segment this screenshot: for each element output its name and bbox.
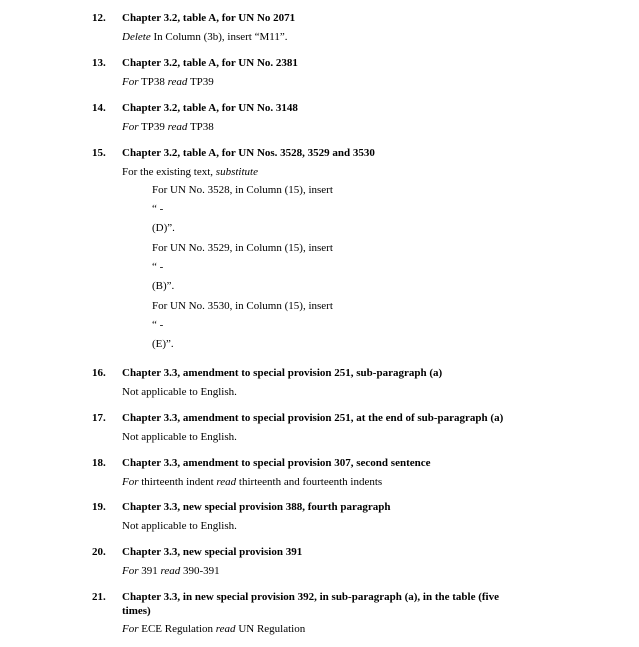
instruction-italic: Delete	[122, 31, 151, 43]
item-heading: Chapter 3.2, table A, for UN Nos. 3528, 3529 and 3530	[122, 147, 375, 159]
item-number: 14.	[92, 102, 106, 114]
sub-line: For UN No. 3528, in Column (15), insert	[152, 184, 333, 196]
instruction-text: TP38	[138, 76, 168, 88]
item-heading: Chapter 3.3, amendment to special provision 307, second sentence	[122, 457, 431, 469]
sub-line: (E)”.	[152, 338, 174, 350]
sub-line: “ -	[152, 261, 164, 273]
item-number: 12.	[92, 12, 106, 24]
instruction-italic: read	[216, 476, 237, 488]
instruction-text: UN Regulation	[235, 623, 306, 635]
item-number: 19.	[92, 501, 106, 513]
instruction	[122, 30, 287, 44]
instruction-italic: For	[122, 76, 139, 88]
item-heading: Chapter 3.3, amendment to special provision 251, sub-paragraph (a)	[122, 367, 443, 379]
sub-line: (D)”.	[152, 222, 175, 234]
item-heading: Chapter 3.2, table A, for UN No 2071	[122, 12, 296, 24]
item-heading: Chapter 3.3, in new special provision 392, in sub-paragraph (a), in the table (five times)	[122, 591, 499, 617]
instruction-italic: For	[122, 476, 139, 488]
instruction-text: thirteenth indent	[138, 476, 217, 488]
item-heading: Chapter 3.2, table A, for UN No. 2381	[122, 57, 298, 69]
item-number: 15.	[92, 147, 106, 159]
item-heading: Chapter 3.2, table A, for UN No. 3148	[122, 102, 298, 114]
sub-line: (B)”.	[152, 280, 175, 292]
instruction	[122, 622, 305, 636]
instruction-text: thirteenth and fourteenth indents	[236, 476, 383, 488]
instruction-text: TP39	[187, 76, 214, 88]
instruction: Not applicable to English.	[122, 386, 237, 398]
item-number: 21.	[92, 591, 106, 603]
instruction-text: TP39	[138, 121, 168, 133]
item-heading: Chapter 3.3, new special provision 391	[122, 546, 303, 558]
instruction-text: ECE Regulation	[138, 623, 216, 635]
instruction-italic: For	[122, 565, 139, 577]
instruction-text: In Column (3b), insert “M11”.	[150, 31, 288, 43]
sub-line: “ -	[152, 203, 164, 215]
instruction	[122, 564, 220, 578]
instruction: Not applicable to English.	[122, 431, 237, 443]
instruction-italic: read	[167, 121, 188, 133]
instruction	[122, 475, 382, 489]
item-number: 17.	[92, 412, 106, 424]
instruction-italic: For	[122, 623, 139, 635]
item-number: 20.	[92, 546, 106, 558]
item-heading: Chapter 3.3, amendment to special provision 251, at the end of sub-paragraph (a)	[122, 412, 504, 424]
instruction	[122, 165, 258, 179]
instruction-italic: substitute	[215, 166, 258, 178]
instruction-italic: read	[160, 565, 181, 577]
instruction	[122, 120, 214, 134]
instruction-text: TP38	[187, 121, 214, 133]
instruction	[122, 75, 214, 89]
sub-line: For UN No. 3530, in Column (15), insert	[152, 300, 333, 312]
item-number: 13.	[92, 57, 106, 69]
item-number: 18.	[92, 457, 106, 469]
item-number: 16.	[92, 367, 106, 379]
instruction-italic: read	[167, 76, 188, 88]
instruction-italic: read	[215, 623, 236, 635]
instruction-italic: For	[122, 121, 139, 133]
sub-line: “ -	[152, 319, 164, 331]
instruction-text: 391	[138, 565, 161, 577]
sub-line: For UN No. 3529, in Column (15), insert	[152, 242, 333, 254]
instruction: Not applicable to English.	[122, 520, 237, 532]
item-heading: Chapter 3.3, new special provision 388, fourth paragraph	[122, 501, 391, 513]
instruction-text: For the existing text,	[122, 166, 216, 178]
instruction-text: 390-391	[180, 565, 220, 577]
